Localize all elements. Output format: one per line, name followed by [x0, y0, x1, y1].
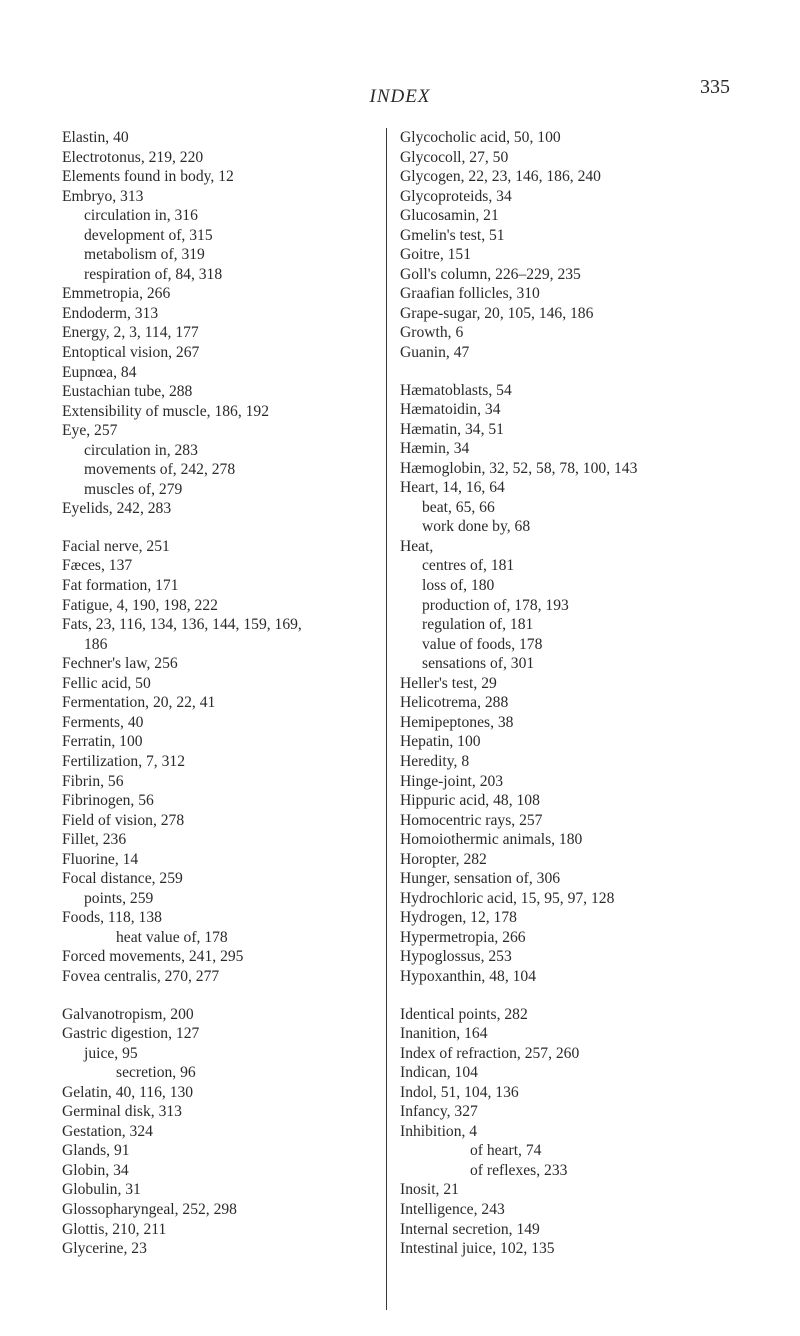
index-entry: Fibrin, 56 — [62, 772, 124, 790]
index-entry: Glucosamin, 21 — [400, 207, 499, 225]
index-entry: Fats, 23, 116, 134, 136, 144, 159, 169, — [62, 616, 302, 634]
index-entry: Fovea centralis, 270, 277 — [62, 967, 220, 985]
index-subentry: of heart, 74 — [470, 1142, 542, 1160]
index-entry: Hydrochloric acid, 15, 95, 97, 128 — [400, 889, 615, 907]
index-entry: Indol, 51, 104, 136 — [400, 1083, 519, 1101]
index-entry: Fibrinogen, 56 — [62, 792, 154, 810]
index-entry: Glycogen, 22, 23, 146, 186, 240 — [400, 168, 601, 186]
index-entry: Graafian follicles, 310 — [400, 285, 540, 303]
index-entry: Index of refraction, 257, 260 — [400, 1044, 580, 1062]
index-entry: Glycocoll, 27, 50 — [400, 148, 509, 166]
index-entry: Germinal disk, 313 — [62, 1103, 182, 1121]
index-entry: Growth, 6 — [400, 324, 464, 342]
index-entry: Gastric digestion, 127 — [62, 1025, 200, 1043]
index-entry: Inanition, 164 — [400, 1025, 488, 1043]
index-entry: Hemipeptones, 38 — [400, 713, 514, 731]
index-subentry: production of, 178, 193 — [422, 596, 569, 614]
index-subentry: value of foods, 178 — [422, 635, 543, 653]
index-entry: Indican, 104 — [400, 1064, 478, 1082]
page-title: INDEX — [369, 86, 431, 107]
index-entry: Hæmatin, 34, 51 — [400, 420, 504, 438]
index-entry: Fat formation, 171 — [62, 577, 179, 595]
index-subentry: development of, 315 — [84, 226, 213, 244]
index-entry: Gelatin, 40, 116, 130 — [62, 1083, 194, 1101]
index-entry: Hypoxanthin, 48, 104 — [400, 967, 537, 985]
index-entry: Hydrogen, 12, 178 — [400, 909, 517, 927]
index-entry: Hippuric acid, 48, 108 — [400, 792, 540, 810]
index-entry: Inhibition, 4 — [400, 1122, 478, 1140]
index-entry: Hæmatoidin, 34 — [400, 401, 501, 419]
section-gap — [62, 519, 380, 537]
index-entry: Eustachian tube, 288 — [62, 383, 193, 401]
index-entry: Fermentation, 20, 22, 41 — [62, 694, 216, 712]
index-column-left — [62, 128, 380, 1259]
index-entry: Hæmatoblasts, 54 — [400, 381, 512, 399]
index-entry: Eye, 257 — [62, 422, 118, 440]
index-entry: Glossopharyngeal, 252, 298 — [62, 1200, 237, 1218]
index-subentry: 186 — [84, 635, 108, 653]
index-entry: Guanin, 47 — [400, 344, 470, 362]
index-entry: Hypermetropia, 266 — [400, 928, 526, 946]
index-entry: Glottis, 210, 211 — [62, 1220, 167, 1238]
index-entry: Globulin, 31 — [62, 1181, 141, 1199]
index-entry: Hepatin, 100 — [400, 733, 481, 751]
index-entry: Extensibility of muscle, 186, 192 — [62, 402, 270, 420]
index-entry: Eupnœa, 84 — [62, 363, 137, 381]
index-subentry: respiration of, 84, 318 — [84, 265, 223, 283]
index-entry: Horopter, 282 — [400, 850, 487, 868]
index-entry: Heredity, 8 — [400, 752, 470, 770]
index-entry: Heller's test, 29 — [400, 674, 497, 692]
index-entry: Ferments, 40 — [62, 713, 144, 731]
index-subentry: beat, 65, 66 — [422, 498, 495, 516]
index-entry: Emmetropia, 266 — [62, 285, 171, 303]
index-entry: Goll's column, 226–229, 235 — [400, 265, 581, 283]
index-entry: Internal secretion, 149 — [400, 1220, 540, 1238]
index-entry: Intestinal juice, 102, 135 — [400, 1240, 555, 1258]
index-entry: Inosit, 21 — [400, 1181, 459, 1199]
index-entry: Electrotonus, 219, 220 — [62, 148, 204, 166]
index-entry: Hunger, sensation of, 306 — [400, 870, 561, 888]
index-entry: Glycerine, 23 — [62, 1240, 147, 1258]
index-subentry: circulation in, 316 — [84, 207, 198, 225]
index-entry: Entoptical vision, 267 — [62, 344, 200, 362]
index-entry: Elements found in body, 12 — [62, 168, 234, 186]
section-gap — [400, 363, 770, 381]
index-entry: Fillet, 236 — [62, 831, 127, 849]
index-subentry: sensations of, 301 — [422, 655, 535, 673]
index-entry: Embryo, 313 — [62, 187, 144, 205]
index-column-right — [400, 128, 770, 1259]
index-subentry: juice, 95 — [84, 1044, 138, 1062]
index-entry: Fæces, 137 — [62, 557, 133, 575]
index-subentry: muscles of, 279 — [84, 480, 183, 498]
index-entry: Homocentric rays, 257 — [400, 811, 543, 829]
index-entry: Fertilization, 7, 312 — [62, 752, 185, 770]
index-entry: Foods, 118, 138 — [62, 909, 162, 927]
index-entry: Glands, 91 — [62, 1142, 130, 1160]
section-gap — [62, 987, 380, 1005]
index-entry: Fluorine, 14 — [62, 850, 139, 868]
index-entry: Helicotrema, 288 — [400, 694, 509, 712]
index-entry: Heat, — [400, 537, 434, 555]
index-entry: Grape-sugar, 20, 105, 146, 186 — [400, 304, 594, 322]
index-entry: Fellic acid, 50 — [62, 674, 151, 692]
index-entry: Focal distance, 259 — [62, 870, 183, 888]
index-entry: Infancy, 327 — [400, 1103, 478, 1121]
index-subentry: secretion, 96 — [116, 1064, 196, 1082]
index-entry: Hæmin, 34 — [400, 440, 470, 458]
index-subentry: circulation in, 283 — [84, 441, 198, 459]
index-subentry: movements of, 242, 278 — [84, 461, 236, 479]
index-entry: Glycocholic acid, 50, 100 — [400, 129, 561, 146]
index-entry: Energy, 2, 3, 114, 177 — [62, 324, 199, 342]
index-entry: Galvanotropism, 200 — [62, 1005, 194, 1023]
index-subentry: heat value of, 178 — [116, 928, 228, 946]
index-entry: Endoderm, 313 — [62, 304, 159, 322]
index-entry: Globin, 34 — [62, 1161, 129, 1179]
index-entry: Glycoproteids, 34 — [400, 187, 512, 205]
index-subentry: loss of, 180 — [422, 577, 495, 595]
index-subentry: centres of, 181 — [422, 557, 515, 575]
index-entry: Facial nerve, 251 — [62, 537, 170, 555]
index-entry: Hæmoglobin, 32, 52, 58, 78, 100, 143 — [400, 459, 638, 477]
index-entry: Heart, 14, 16, 64 — [400, 479, 505, 497]
index-subentry: points, 259 — [84, 889, 154, 907]
index-entry: Gestation, 324 — [62, 1122, 153, 1140]
index-entry: Gmelin's test, 51 — [400, 226, 505, 244]
index-entry: Field of vision, 278 — [62, 811, 185, 829]
index-entry: Hypoglossus, 253 — [400, 948, 512, 966]
index-entry: Intelligence, 243 — [400, 1200, 505, 1218]
index-entry: Ferratin, 100 — [62, 733, 143, 751]
index-entry: Fatigue, 4, 190, 198, 222 — [62, 596, 218, 614]
index-subentry: regulation of, 181 — [422, 616, 534, 634]
index-entry: Identical points, 282 — [400, 1005, 528, 1023]
index-entry: Elastin, 40 — [62, 129, 129, 146]
index-entry: Homoiothermic animals, 180 — [400, 831, 583, 849]
section-gap — [400, 987, 770, 1005]
index-entry: Goitre, 151 — [400, 246, 472, 264]
page-number: 335 — [700, 76, 730, 98]
index-entry: Hinge-joint, 203 — [400, 772, 504, 790]
index-subentry: metabolism of, 319 — [84, 246, 205, 264]
index-entry: Fechner's law, 256 — [62, 655, 178, 673]
index-subentry: of reflexes, 233 — [470, 1161, 568, 1179]
column-divider — [386, 128, 387, 1310]
index-entry: Eyelids, 242, 283 — [62, 500, 172, 518]
index-entry: Forced movements, 241, 295 — [62, 948, 244, 966]
index-subentry: work done by, 68 — [422, 518, 531, 536]
